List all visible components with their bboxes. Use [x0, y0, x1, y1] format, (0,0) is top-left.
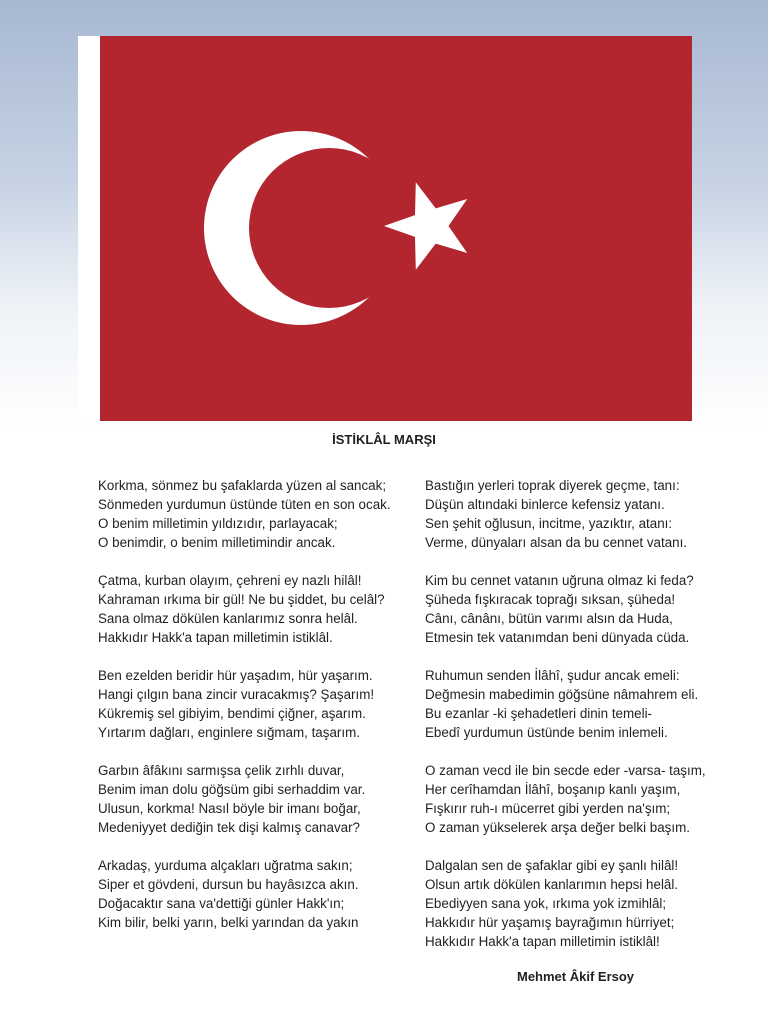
verse-line: Ruhumun senden İlâhî, şudur ancak emeli: [425, 668, 680, 683]
verse-line: Benim iman dolu göğsüm gibi serhaddim var. [98, 782, 366, 797]
verse-line: Medeniyyet dediğin tek dişi kalmış canavar? [98, 820, 360, 835]
verse-line: Siper et gövdeni, dursun bu hayâsızca akın. [98, 877, 359, 892]
verse-line: O benim milletimin yıldızıdır, parlayacak; [98, 516, 338, 531]
verse-line: O zaman vecd ile bin secde eder -varsa- taşım, [425, 763, 706, 778]
verse-line: Değmesin mabedimin göğsüne nâmahrem eli. [425, 687, 699, 702]
verse-line: Kükremiş sel gibiyim, bendimi çiğner, aşarım. [98, 706, 366, 721]
stanza [98, 571, 408, 647]
verse-line: Korkma, sönmez bu şafaklarda yüzen al sancak; [98, 478, 387, 493]
verse-line: Hakkıdır Hakk'a tapan milletimin istiklâl. [98, 630, 333, 645]
author-signature: Mehmet Âkif Ersoy [517, 969, 635, 984]
turkish-flag-icon [100, 36, 692, 421]
verse-line: Hangi çılgın bana zincir vuracakmış? Şaşarım! [98, 687, 375, 702]
stanza [425, 761, 725, 837]
verse-line: Sen şehit oğlusun, incitme, yazıktır, atanı: [425, 516, 673, 531]
verse-line: Garbın âfâkını sarmışsa çelik zırhlı duvar, [98, 763, 345, 778]
verse-line: Kahraman ırkıma bir gül! Ne bu şiddet, bu celâl? [98, 592, 385, 607]
stanza [98, 761, 408, 837]
verse-line: Etmesin tek vatanımdan beni dünyada cüda. [425, 630, 690, 645]
verse-line: Çatma, kurban olayım, çehreni ey nazlı hilâl! [98, 573, 362, 588]
verse-line: Ebedî yurdumun üstünde benim inlemeli. [425, 725, 668, 740]
stanza [98, 856, 408, 932]
stanza [98, 666, 408, 742]
verse-line: Bastığın yerleri toprak diyerek geçme, tanı: [425, 478, 680, 493]
verse-line: Fışkırır ruh-ı mücerret gibi yerden na'şım; [425, 801, 671, 816]
verse-line: O benimdir, o benim milletimindir ancak. [98, 535, 336, 550]
verse-line: Cânı, cânânı, bütün varımı alsın da Huda, [425, 611, 673, 626]
stanza [425, 476, 725, 552]
verse-line: Hakkıdır Hakk'a tapan milletimin istiklâl! [425, 934, 660, 949]
poem-right-column [425, 476, 725, 970]
verse-line: Her cerîhamdan İlâhî, boşanıp kanlı yaşım, [425, 782, 681, 797]
turkish-flag [100, 36, 692, 421]
verse-line: Dalgalan sen de şafaklar gibi ey şanlı hilâl! [425, 858, 679, 873]
stanza [425, 666, 725, 742]
verse-line: Arkadaş, yurduma alçakları uğratma sakın; [98, 858, 353, 873]
verse-line: Sana olmaz dökülen kanlarımız sonra helâl. [98, 611, 358, 626]
verse-line: Kim bu cennet vatanın uğruna olmaz ki feda? [425, 573, 694, 588]
stanza [425, 856, 725, 951]
verse-line: Olsun artık dökülen kanlarımın hepsi helâl. [425, 877, 679, 892]
verse-line: O zaman yükselerek arşa değer belki başım. [425, 820, 690, 835]
stanza [98, 476, 408, 552]
stanza [425, 571, 725, 647]
verse-line: Bu ezanlar -ki şehadetleri dinin temeli- [425, 706, 653, 721]
verse-line: Kim bilir, belki yarın, belki yarından da yakın [98, 915, 359, 930]
verse-line: Şüheda fışkıracak toprağı sıksan, şüheda! [425, 592, 676, 607]
poem-left-column [98, 476, 408, 951]
verse-line: Ben ezelden beridir hür yaşadım, hür yaşarım. [98, 668, 373, 683]
verse-line: Hakkıdır hür yaşamış bayrağımın hürriyet; [425, 915, 675, 930]
verse-line: Yırtarım dağları, enginlere sığmam, taşarım. [98, 725, 360, 740]
verse-line: Sönmeden yurdumun üstünde tüten en son ocak. [98, 497, 391, 512]
verse-line: Düşün altındaki binlerce kefensiz yatanı. [425, 497, 665, 512]
verse-line: Verme, dünyaları alsan da bu cennet vatanı. [425, 535, 688, 550]
verse-line: Doğacaktır sana va'dettiği günler Hakk'ın; [98, 896, 345, 911]
verse-line: Ulusun, korkma! Nasıl böyle bir imanı boğar, [98, 801, 361, 816]
verse-line: Ebediyyen sana yok, ırkıma yok izmihlâl; [425, 896, 667, 911]
anthem-title: İSTİKLÂL MARŞI [332, 432, 436, 447]
